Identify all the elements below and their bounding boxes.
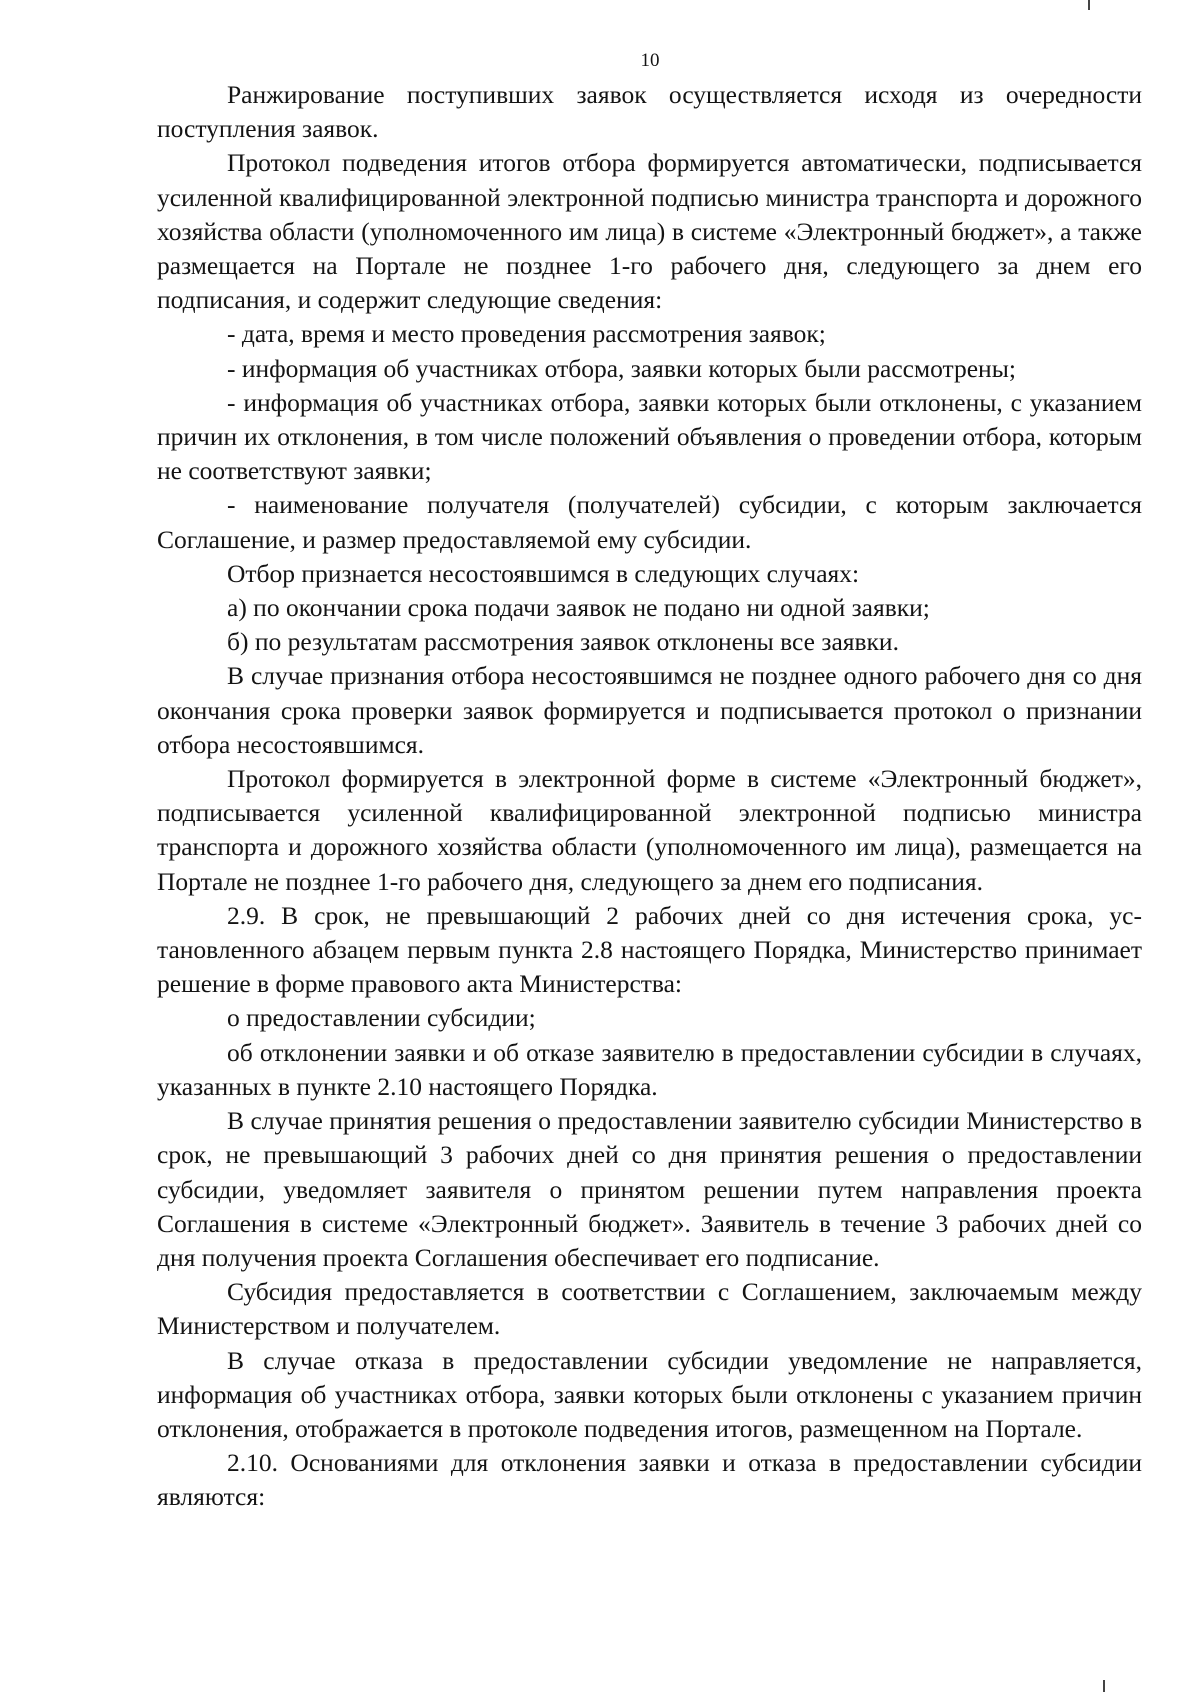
paragraph: В случае признания отбора несостоявшимся не позднее одного рабочего дня со дня окончания срока проверки заявок формируется и подписывается протокол о признании отбора несостоявшимся. — [157, 661, 1142, 759]
page-number: 10 — [640, 50, 660, 71]
paragraph: Протокол подведения итогов отбора формируется автоматически, подписывается усиленной квалифицированной электронной подписью министра транспорта и дорожного хозяйства области (уполномоченного им лица) в системе «Электронный бюджет», а также размещается на Портале не позднее 1-го рабочего дня, следующего за днем его подписания, и содержит следующие сведения: — [157, 148, 1142, 315]
list-item: - информация об участниках отбора, заявки которых были отклонены, с указанием причин их отклонения, в том числе положений объявления о проведении отбора, которым не соответствуют заявки; — [157, 387, 1142, 486]
paragraph: Протокол формируется в электронной форме в системе «Электронный бюджет», подписывается усиленной квалифицированной электронной подписью министра транспорта и дорожного хозяйства области (уполномоченного им лица), размещается на Портале не позднее 1-го рабочего дня, следующего за днем его подписания. — [157, 764, 1142, 896]
paragraph: Ранжирование поступивших заявок осуществляется исходя из очередности поступления заявок. — [157, 80, 1142, 144]
list-item: - наименование получателя (получателей) субсидии, с которым заключается Соглашение, и размер предоставляемой ему субсидии. — [157, 490, 1142, 554]
paragraph: Отбор признается несостоявшимся в следующих случаях: — [227, 558, 860, 588]
section-paragraph: 2.10. Основаниями для отклонения заявки и отказа в предоставлении субсидии являются: — [157, 1448, 1142, 1512]
document-body — [157, 78, 1142, 1515]
section-paragraph: 2.9. В срок, не превышающий 2 рабочих дней со дня истечения срока, установленного абзацем первым пункта 2.8 настоящего Порядка, Министерство принимает решение в форме правового акта Министерства: — [157, 900, 1142, 999]
paragraph: Субсидия предоставляется в соответствии с Соглашением, заключаемым между Министерством и получателем. — [157, 1277, 1142, 1341]
scan-mark-bottom — [1103, 1680, 1105, 1692]
list-item: а) по окончании срока подачи заявок не подано ни одной заявки; — [227, 593, 930, 623]
list-item: - дата, время и место проведения рассмотрения заявок; — [227, 319, 826, 349]
list-item: об отклонении заявки и об отказе заявителю в предоставлении субсидии в случаях, указанных в пункте 2.10 настоящего Порядка. — [157, 1037, 1142, 1101]
list-item: о предоставлении субсидии; — [227, 1003, 536, 1033]
paragraph: В случае отказа в предоставлении субсидии уведомление не направляется, информация об участниках отбора, заявки которых были отклонены с указанием причин отклонения, отображается в протоколе подведения итогов, размещенном на Портале. — [157, 1345, 1142, 1443]
scan-mark-top — [1088, 0, 1090, 10]
list-item: б) по результатам рассмотрения заявок отклонены все заявки. — [227, 627, 899, 657]
paragraph: В случае принятия решения о предоставлении заявителю субсидии Министерство в срок, не превышающий 3 рабочих дней со дня принятия решения о предоставлении субсидии, уведомляет заявителя о принятом решении путем направления проекта Соглашения в системе «Электронный бюджет». Заявитель в течение 3 рабочих дней со дня получения проекта Соглашения обеспечивает его подписание. — [157, 1106, 1142, 1272]
list-item: - информация об участниках отбора, заявки которых были рассмотрены; — [227, 353, 1016, 383]
